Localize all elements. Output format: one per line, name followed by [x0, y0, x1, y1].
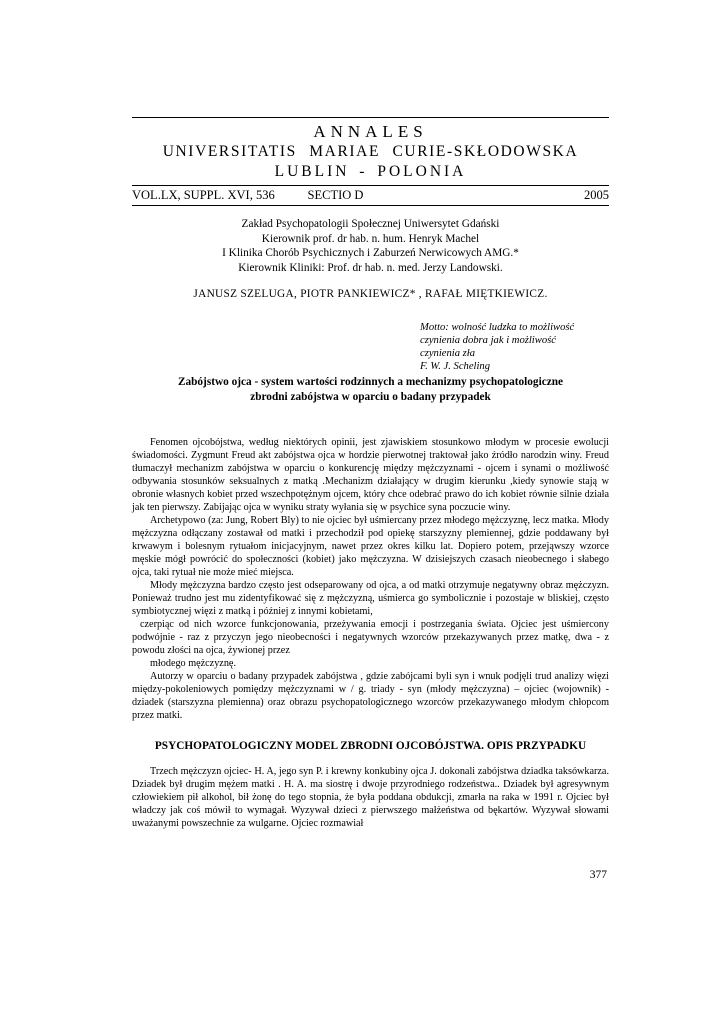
authors-line: JANUSZ SZELUGA, PIOTR PANKIEWICZ* , RAFAŁ MIĘTKIEWICZ.: [193, 288, 548, 300]
motto-block: [420, 321, 609, 373]
motto-line-1: Motto: wolność ludzka to możliwość: [420, 322, 575, 333]
affiliation-line-clinic-head: Kierownik Kliniki: Prof. dr hab. n. med. Jerzy Landowski.: [238, 261, 503, 274]
header-bottom-rule: [132, 205, 609, 206]
affiliation-block: [132, 217, 609, 275]
paragraph: Młody mężczyzna bardzo często jest odseparowany od ojca, a od matki otrzymuje negatywny obraz mężczyzn. Ponieważ trudno jest mu zidentyfikować się z mężczyzną, uśmierca go symbolicznie i pozostaje w bliskiej, często symbiotycznej więzi z matką i później z innymi kobietami,: [132, 580, 609, 617]
volume-row: [132, 186, 609, 205]
page-number: 377: [589, 869, 607, 881]
article-title-line-2: zbrodni zabójstwa w oparciu o badany przypadek: [250, 390, 491, 403]
paragraph: Fenomen ojcobójstwa, według niektórych opinii, jest zjawiskiem stosunkowo młodym w procesie ewolucji świadomości. Zygmunt Freud akt zabójstwa ojca w hordzie pierwotnej traktował jako źródło narodzin winy. Freud tłumaczył mechanizm zabójstwa w oparciu o konkurencję między mężczyznami - ojcem i synami o możliwość odbywania stosunków seksualnych z matką .Mechanizm działający w drugim kierunku ,kiedy synowie stają w obronie własnych kobiet przed wszechpotężnym ojcem, który chce odebrać prawo do ich kobiet równie silnie działa jak ten pierwszy. Zabijając ojca w wyniku straty wyłania się w psychice syna poczucie winy.: [132, 437, 609, 513]
affiliation-line-head: Kierownik prof. dr hab. n. hum. Henryk Machel: [261, 232, 480, 245]
page-content: [132, 117, 609, 830]
affiliation-line-department: Zakład Psychopatologii Społecznej Uniwersytet Gdański: [241, 218, 500, 230]
paragraph: Autorzy w oparciu o badany przypadek zabójstwa , gdzie zabójcami byli syn i wnuk podjęli trud analizy więzi między-pokoleniowych pomiędzy mężczyznami w / g. triady - syn (młody mężczyzna) – ojciec (wojownik) - dziadek (starszyzna plemienna) oraz obrazu psychopatologicznego wzorców przekazywanego młodym chłopcom przez matki.: [132, 671, 609, 721]
paragraph: Archetypowo (za: Jung, Robert Bly) to nie ojciec był uśmiercany przez młodego mężczyznę, lecz matka. Młody mężczyzna odłączany zostawał od matki i przechodził pod opiekę starszyzny plemiennej, gdzie poddawany był krwawym i bolesnym rytuałom inicjacyjnym, nawet przez okres kilku lat. Dopiero potem, przejąwszy wzorce męskie mógł powrócić do społeczności (kobiet) jako mężczyzna. W dzisiejszych czasach nieobecnego i słabego ojca, taki rytuał nie może mieć miejsca.: [132, 515, 609, 578]
affiliation-line-clinic: I Klinika Chorób Psychicznych i Zaburzeń Nerwicowych AMG.*: [222, 247, 519, 259]
journal-title-annales: ANNALES: [313, 122, 428, 141]
journal-title-universitatis: UNIVERSITATIS MARIAE CURIE-SKŁODOWSKA: [162, 143, 579, 160]
motto-line-2: czynienia dobra jak i możliwość: [420, 335, 556, 346]
sectio-label: SECTIO D: [307, 188, 364, 202]
motto-attribution: F. W. J. Scheling: [420, 361, 491, 372]
year-label: 2005: [584, 188, 609, 202]
volume-info: VOL.LX, SUPPL. XVI, 536: [132, 188, 275, 202]
article-title-line-1: Zabójstwo ojca - system wartości rodzinnych a mechanizmy psychopatologiczne: [177, 376, 564, 388]
paragraph: czerpiąc od nich wzorce funkcjonowania, przeżywania emocji i postrzegania świata. Ojciec jest uśmiercony podwójnie - raz z przyczyn jego nieobecności i negatywnych wzorców przekazywanych przez matkę, dwa - z powodu złości na ojca, żywionej przez: [132, 619, 609, 656]
paragraph: Trzech mężczyzn ojciec- H. A, jego syn P. i krewny konkubiny ojca J. dokonali zabójstwa dziadka taksówkarza. Dziadek był drugim mężem matki . H. A. ma siostrę i dwoje przyrodniego rodzeństwa.. Dziadek był agresywnym człowiekiem pił alkohol, bił żonę do tego stopnia, że była poddana obdukcji, zmarła na raka w 1991 r. Ojciec był władczy jak coś mówił to wymagał. Wyzywał dzieci z pierwszego małżeństwa od bękartów. Wyzywał słowami uważanymi powszechnie za wulgarne. Ojciec rozmawiał: [132, 766, 609, 829]
article-body: [132, 436, 609, 830]
journal-title-lublin: LUBLIN - POLONIA: [274, 163, 467, 180]
section-heading: PSYCHOPATOLOGICZNY MODEL ZBRODNI OJCOBÓJSTWA. OPIS PRZYPADKU: [154, 740, 587, 752]
paragraph: młodego mężczyznę.: [150, 658, 236, 669]
motto-line-3: czynienia zła: [420, 348, 476, 359]
article-title: [132, 375, 609, 404]
